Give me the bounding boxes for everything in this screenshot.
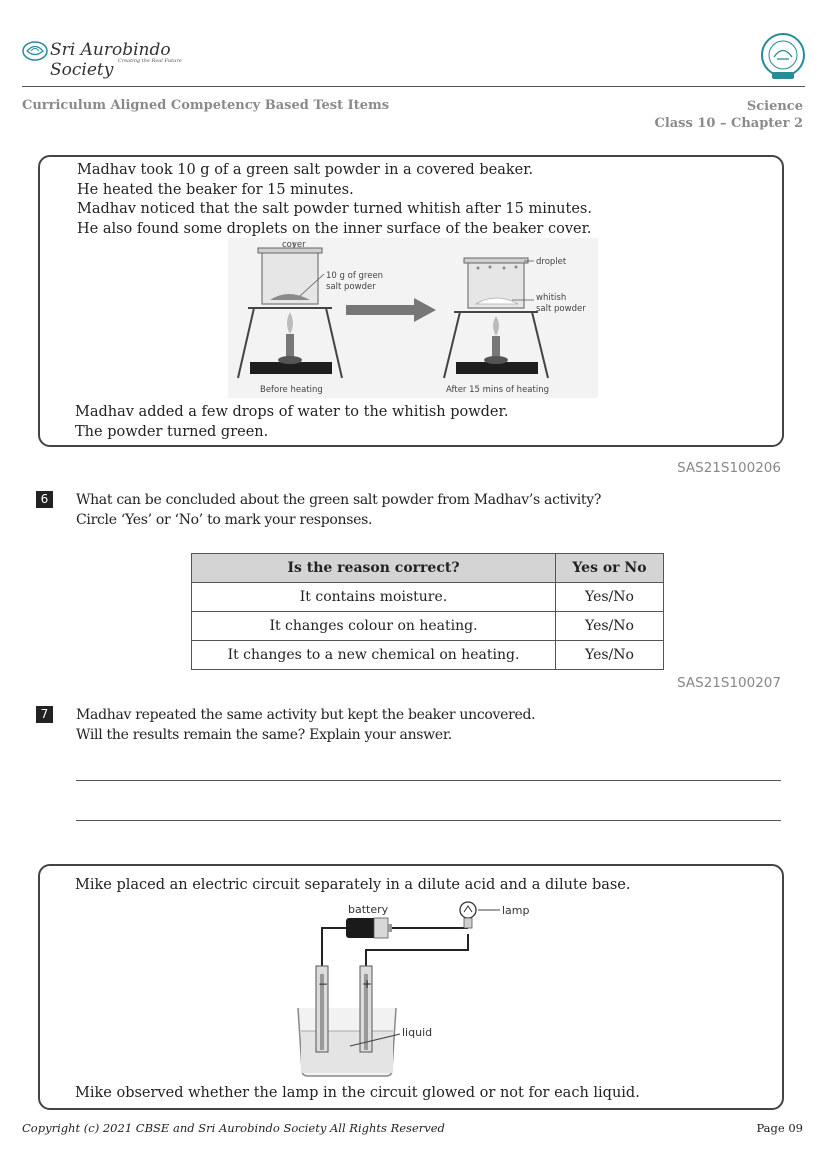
header-rule — [22, 86, 805, 87]
table-row — [192, 612, 664, 641]
label-cover: cover — [282, 240, 306, 250]
footer-copyright: Copyright (c) 2021 CBSE and Sri Aurobindo Society All Rights Reserved — [22, 1121, 445, 1135]
org-tagline: Creating the Real Future — [118, 58, 182, 64]
org-name: Sri Aurobindo Society — [50, 40, 171, 80]
lotus-logo-icon — [22, 40, 48, 62]
question-7-text — [76, 705, 535, 745]
question-line: Circle ‘Yes’ or ‘No’ to mark your responses. — [76, 512, 373, 528]
reason-cell: It changes to a new chemical on heating. — [192, 641, 556, 670]
caption-before: Before heating — [260, 385, 323, 395]
question-6-text — [76, 490, 601, 530]
question-number-7: 7 — [36, 706, 53, 723]
label-salt-2: salt powder — [326, 282, 376, 292]
question-line: What can be concluded about the green salt powder from Madhav’s activity? — [76, 492, 602, 508]
stimulus-text — [77, 161, 592, 239]
caption-after: After 15 mins of heating — [446, 385, 549, 395]
org-logo — [22, 38, 192, 80]
label-lamp: lamp — [502, 904, 530, 917]
yes-no-cell[interactable]: Yes/No — [556, 612, 664, 641]
response-table — [191, 553, 664, 670]
beaker-liquid — [298, 1008, 396, 1076]
label-salt-1: 10 g of green — [326, 271, 384, 281]
stimulus2-intro: Mike placed an electric circuit separately in a dilute acid and a dilute base. — [75, 877, 631, 893]
subject: Science — [746, 99, 803, 114]
circuit-figure — [290, 898, 540, 1078]
item-code-q7: SAS21S100207 — [677, 675, 781, 691]
label-droplet: droplet — [536, 257, 567, 267]
label-battery: battery — [348, 903, 389, 916]
table-row — [192, 641, 664, 670]
footer-page-number: Page 09 — [756, 1121, 803, 1135]
wire-positive — [366, 934, 468, 966]
cbse-seal-icon — [760, 32, 806, 82]
label-whitish-1: whitish — [536, 293, 567, 303]
question-line: Will the results remain the same? Explain your answer. — [76, 727, 452, 743]
table-header-row — [192, 554, 664, 583]
stimulus-line: Madhav added a few drops of water to the whitish powder. — [75, 404, 509, 420]
label-minus: − — [318, 977, 329, 991]
label-liquid: liquid — [402, 1026, 433, 1039]
battery-icon — [346, 918, 392, 938]
stimulus-line: Madhav took 10 g of a green salt powder in a covered beaker. — [77, 162, 534, 178]
stimulus-after-text — [75, 403, 508, 442]
lamp-icon — [460, 902, 476, 928]
yes-no-cell[interactable]: Yes/No — [556, 583, 664, 612]
col-header-reason: Is the reason correct? — [192, 554, 556, 583]
doc-title: Curriculum Aligned Competency Based Test Items — [22, 98, 390, 113]
question-line: Madhav repeated the same activity but kept the beaker uncovered. — [76, 707, 536, 723]
item-code-q6: SAS21S100206 — [677, 460, 781, 476]
wire-negative — [322, 928, 348, 966]
stimulus-line: The powder turned green. — [75, 423, 269, 440]
stimulus-line: Madhav noticed that the salt powder turned whitish after 15 minutes. — [77, 201, 592, 217]
label-plus: + — [362, 977, 373, 991]
class-chapter: Class 10 – Chapter 2 — [654, 116, 803, 131]
reason-cell: It contains moisture. — [192, 583, 556, 612]
col-header-yes-no: Yes or No — [556, 554, 664, 583]
table-row — [192, 583, 664, 612]
stimulus-line: He also found some droplets on the inner surface of the beaker cover. — [77, 220, 592, 237]
question-number-6: 6 — [36, 491, 53, 508]
answer-line[interactable] — [76, 819, 781, 821]
heating-figure — [228, 238, 598, 398]
stimulus2-outro: Mike observed whether the lamp in the circuit glowed or not for each liquid. — [75, 1085, 640, 1101]
yes-no-cell[interactable]: Yes/No — [556, 641, 664, 670]
reason-cell: It changes colour on heating. — [192, 612, 556, 641]
label-whitish-2: salt powder — [536, 304, 586, 314]
answer-line[interactable] — [76, 779, 781, 781]
stimulus-line: He heated the beaker for 15 minutes. — [77, 181, 354, 198]
